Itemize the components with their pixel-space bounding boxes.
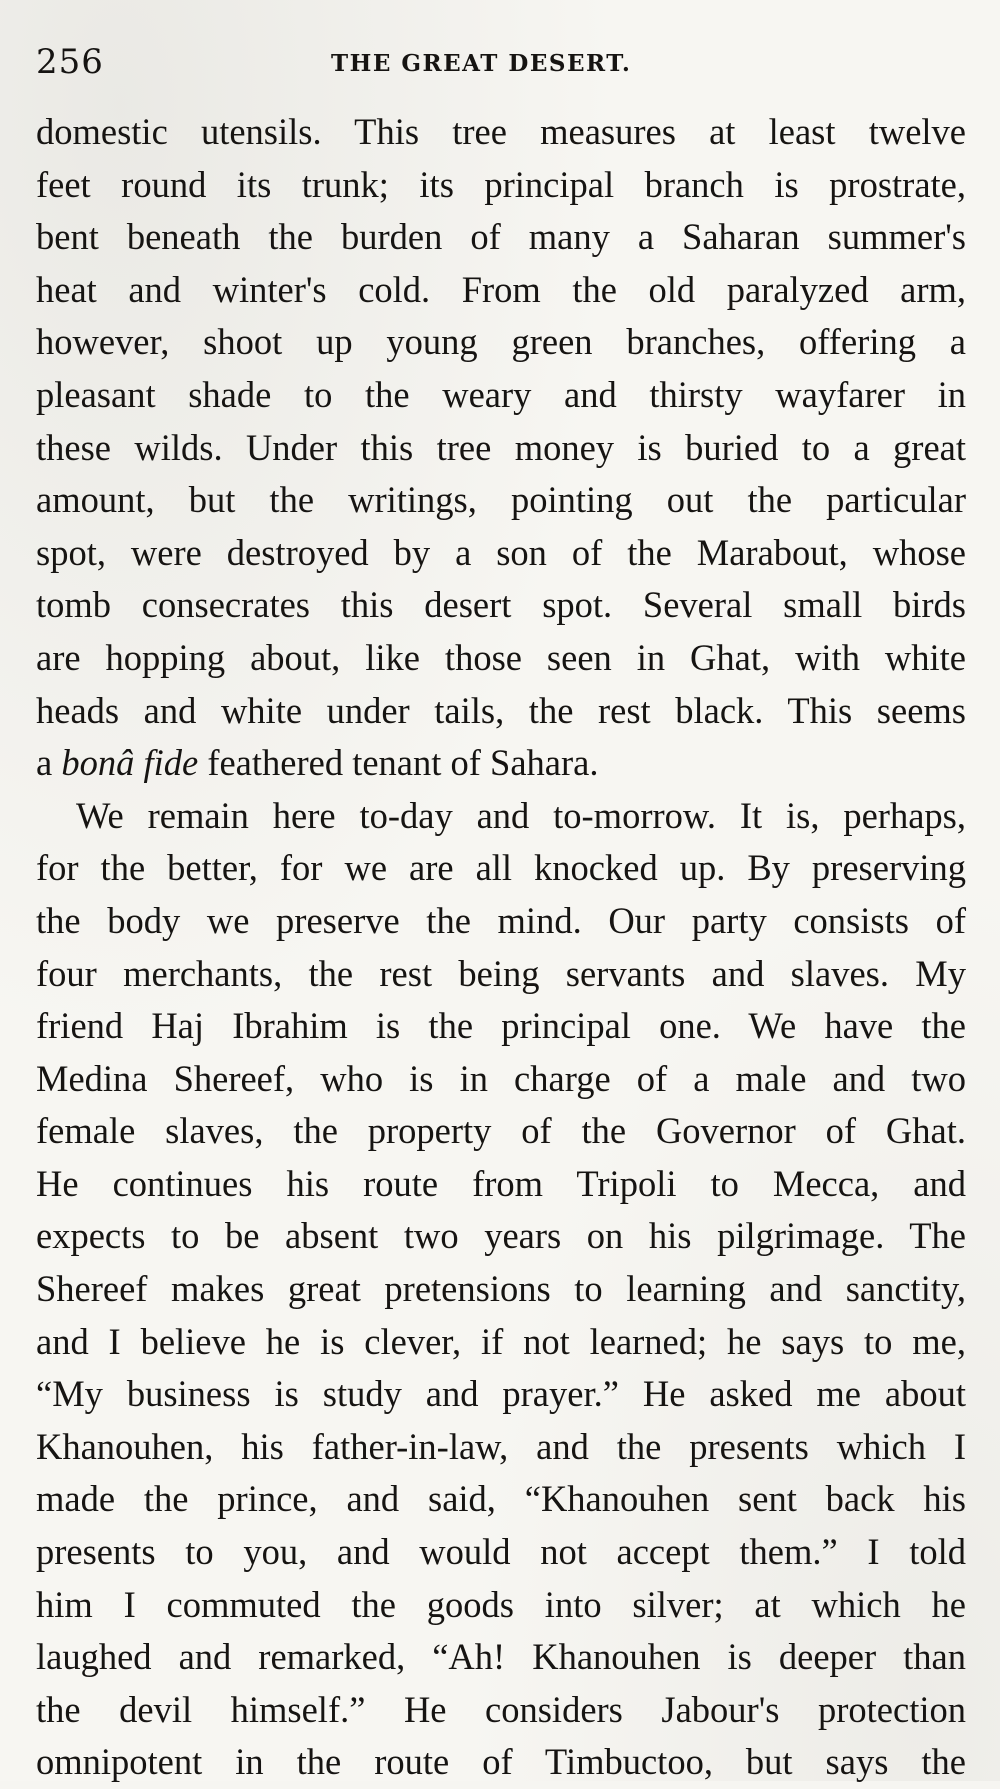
text-line: Medina Shereef, who is in charge of a male and two [36,1057,966,1099]
text-line: Shereef makes great pretensions to learning and sanctity, [36,1268,966,1310]
text-line: are hopping about, like those seen in Ghat, with white [36,636,966,678]
paragraph-start-line: We remain here to-day and to-morrow. It is, perhaps, [76,794,966,836]
text-line: pleasant shade to the weary and thirsty wayfarer in [36,373,966,415]
text-line: heads and white under tails, the rest black. This seems [36,689,966,731]
body-text [36,106,966,1789]
text-line: heat and winter's cold. From the old paralyzed arm, [36,268,966,310]
running-head [36,38,966,98]
italic-phrase: bonâ fide [61,742,199,784]
text-line: He continues his route from Tripoli to Mecca, and [36,1162,966,1204]
running-title: THE GREAT DESERT. [331,50,632,77]
text-line: Khanouhen, his father-in-law, and the presents which I [36,1425,966,1467]
text-line: these wilds. Under this tree money is buried to a great [36,426,966,468]
text-line: spot, were destroyed by a son of the Marabout, whose [36,531,966,573]
text-line: however, shoot up young green branches, offering a [36,321,966,363]
text-line: made the prince, and said, “Khanouhen sent back his [36,1478,966,1520]
text-line: omnipotent in the route of Timbuctoo, but says the [36,1741,966,1783]
text-segment: feathered tenant of Sahara. [198,742,599,784]
text-line: the body we preserve the mind. Our party consists of [36,899,966,941]
text-line: and I believe he is clever, if not learned; he says to me, [36,1320,966,1362]
text-line: him I commuted the goods into silver; at which he [36,1583,966,1625]
text-line: tomb consecrates this desert spot. Several small birds [36,584,966,626]
text-segment: a [36,742,62,784]
text-line: expects to be absent two years on his pilgrimage. The [36,1215,966,1257]
text-line: presents to you, and would not accept them.” I told [36,1531,966,1573]
text-line: for the better, for we are all knocked up. By preserving [36,847,966,889]
text-line: female slaves, the property of the Governor of Ghat. [36,1110,966,1152]
text-line: domestic utensils. This tree measures at least twelve [36,111,966,152]
text-line: friend Haj Ibrahim is the principal one. We have the [36,1005,966,1047]
text-line: laughed and remarked, “Ah! Khanouhen is deeper than [36,1636,966,1678]
text-line: bent beneath the burden of many a Saharan summer's [36,216,966,258]
page-number: 256 [36,42,104,82]
paragraph-end-line [36,737,966,790]
text-line: “My business is study and prayer.” He asked me about [36,1373,966,1415]
text-line: the devil himself.” He considers Jabour's protection [36,1688,966,1730]
text-line: four merchants, the rest being servants and slaves. My [36,952,966,994]
text-line: feet round its trunk; its principal branch is prostrate, [36,163,966,205]
text-line: amount, but the writings, pointing out the particular [36,479,966,521]
